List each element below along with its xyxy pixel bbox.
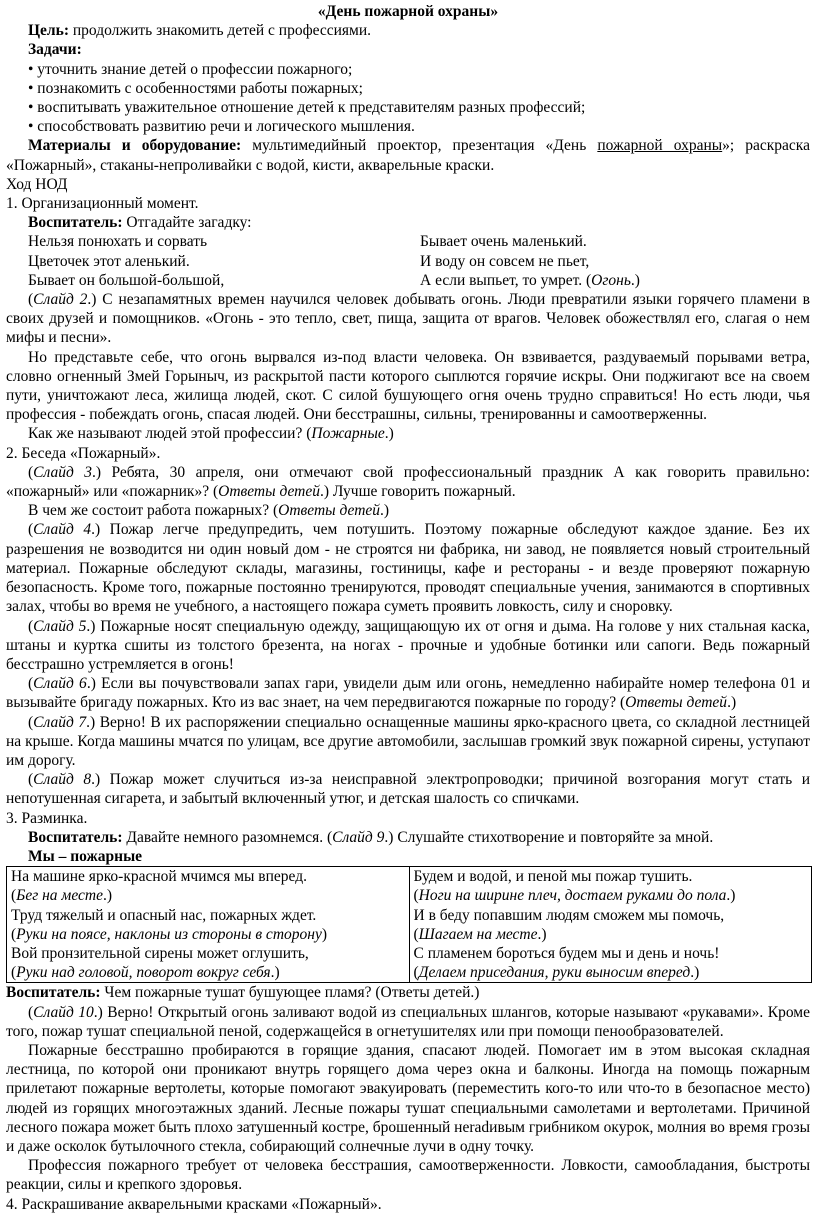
- poem-line: (Ноги на ширине плеч, достаем руками до пола.): [413, 887, 736, 905]
- goal-label: Цель:: [28, 22, 69, 40]
- slide-10-paragraph: (Слайд 10.) Верно! Открытый огонь заливают водой из специальных шлангов, которые называют «рукавами». Кроме того, пожар тушат специальной пеной, содержащейся в огнетушителях или при помощи пенообразователей.: [6, 1003, 810, 1040]
- poem-line: Будем и водой, и пеной мы пожар тушить.: [413, 868, 693, 886]
- page-title: «День пожарной охраны»: [317, 3, 499, 20]
- rescue-paragraph: Пожарные бесстрашно пробираются в горящие здания, спасают людей. Помогает им в этом высокая складная лестница, по которой они проникают внутрь горящего дома через окна и балконы. Иногда на помощь пожарным прилетают пожарные вертолеты, которые помогают эвакуировать (переместить кого-то или что-то в безопасное место) людей из горящих многоэтажных зданий. Лесные пожары тушат специальными самолетами и вертолетами. Причиной лесного пожара может быть плохо затушенный костре, брошенный неradивым грибником окурок, молния во время грозы и даже осколок бутылочного стекла, собирающий солнечные лучи в одну точку.: [6, 1041, 810, 1155]
- section-4-heading: 4. Раскрашивание акварельными красками «Пожарный».: [6, 1195, 382, 1213]
- riddle-intro: Воспитатель: Отгадайте загадку:: [28, 214, 252, 232]
- riddle-line: Бывает очень маленький.: [420, 233, 587, 251]
- work-question: В чем же состоит работа пожарных? (Ответы детей.): [28, 502, 390, 520]
- poem-table: [6, 866, 812, 983]
- flame-question: Воспитатель: Чем пожарные тушат бушующее пламя? (Ответы детей.): [6, 984, 480, 1002]
- materials-line: Материалы и оборудование: мультимедийный проектор, презентация «День пожарной охраны»; раскраска «Пожарный», стаканы-непроливайки с водой, кисти, акварельные краски.: [6, 137, 810, 174]
- poem-line: Вой пронзительной сирены может оглушить,: [11, 944, 309, 962]
- task-item: • воспитывать уважительное отношение детей к представителям разных профессий;: [28, 99, 586, 117]
- riddle-answer: Огонь: [591, 271, 631, 289]
- riddle-line: И воду он совсем не пьет,: [420, 252, 590, 270]
- section-1-heading: 1. Организационный момент.: [6, 195, 199, 213]
- fire-paragraph: Но представьте себе, что огонь вырвался из-под власти человека. Он взвивается, раздуваемый порывами ветра, словно огненный Змей Горыныч, из раскрытой пасти которого сыплются горячие искры. Они поджигают все на своем пути, уничтожают леса, жилища людей, скот. С силой бушующего огня очень трудно справиться! Но есть люди, чья профессия - побеждать огонь, спасая людей. Они бесстрашны, сильны, тренированны и самоотверженны.: [6, 348, 810, 424]
- task-item: • уточнить знание детей о профессии пожарного;: [28, 60, 353, 78]
- slide-3-paragraph: (Слайд 3.) Ребята, 30 апреля, они отмечают свой профессиональный праздник А как говорить правильно: «пожарный» или «пожарник»? (Ответы детей.) Лучше говорить пожарный.: [6, 463, 810, 501]
- poem-line: С пламенем бороться будем мы и день и ночь!: [413, 944, 720, 962]
- poem-line: (Делаем приседания, руки выносим вперед.): [413, 964, 700, 982]
- riddle-line: А если выпьет, то умрет. (Огонь.): [420, 271, 640, 289]
- task-item: • способствовать развитию речи и логического мышления.: [28, 118, 415, 136]
- materials-label: Материалы и оборудование:: [28, 137, 242, 155]
- riddle-line: Нельзя понюхать и сорвать: [28, 233, 208, 251]
- poem-line: (Руки над головой, поворот вокруг себя.): [11, 964, 280, 982]
- profession-question: Как же называют людей этой профессии? (Пожарные.): [28, 425, 394, 443]
- poem-line: И в беду попавшим людям сможем мы помочь,: [413, 906, 725, 924]
- slide-2-paragraph: (Слайд 2.) С незапамятных времен научился человек добывать огонь. Люди превратили языки горячего пламени в своих друзей и помощников. «Огонь - это тепло, свет, пища, защита от врагов. Человек обожествлял его, слагая о нем мифы и песни».: [6, 291, 810, 347]
- section-3-heading: 3. Разминка.: [6, 809, 88, 827]
- goal-line: [6, 21, 810, 40]
- course-heading: Ход НОД: [6, 175, 68, 193]
- warmup-intro: Воспитатель: Давайте немного разомнемся. (Слайд 9.) Слушайте стихотворение и повторяйте за мной.: [28, 828, 714, 846]
- slide-5-paragraph: (Слайд 5.) Пожарные носят специальную одежду, защищающую их от огня и дыма. На голове у них стальная каска, штаны и куртка сшиты из толстого брезента, на ногах - прочные и удобные ботинки или сапоги. Ведь пожарный бесстрашно устремляется в огонь!: [6, 617, 810, 673]
- poem-line: Труд тяжелый и опасный нас, пожарных ждет.: [11, 906, 317, 924]
- slide-6-paragraph: (Слайд 6.) Если вы почувствовали запах гари, увидели дым или огонь, немедленно набирайте номер телефона 01 и вызывайте бригаду пожарных. Кто из вас знает, на чем передвигаются пожарные по городу? (Ответы детей.): [6, 675, 810, 712]
- slide-8-paragraph: (Слайд 8.) Пожар может случиться из-за неисправной электропроводки; причиной возгорания могут стать и непотушенная сигарета, и забытый включенный утюг, и детская шалость со спичками.: [6, 771, 810, 808]
- riddle-block: [6, 232, 810, 290]
- educator-label: Воспитатель:: [28, 214, 123, 232]
- goal-text: продолжить знакомить детей с профессиями.: [69, 22, 372, 40]
- materials-underline: пожарной охраны: [597, 137, 723, 155]
- qualities-paragraph: Профессия пожарного требует от человека бесстрашия, самоотверженности. Ловкости, самообладания, быстроты реакции, силы и крепкого здоровья.: [6, 1157, 810, 1194]
- tasks-label: Задачи:: [28, 41, 82, 59]
- poem-left-column: [7, 867, 410, 983]
- task-item: • познакомить с особенностями работы пожарных;: [28, 79, 363, 97]
- poem-line: (Бег на месте.): [11, 887, 112, 905]
- poem-line: На машине ярко-красной мчимся мы вперед.: [11, 868, 307, 886]
- exercise-title: Мы – пожарные: [28, 847, 143, 865]
- riddle-line: Бывает он большой-большой,: [28, 271, 225, 289]
- riddle-line: Цветочек этот аленький.: [28, 252, 190, 270]
- section-2-heading: 2. Беседа «Пожарный».: [6, 444, 161, 462]
- poem-right-column: [409, 867, 812, 983]
- poem-line: (Руки на поясе, наклоны из стороны в сторону): [11, 925, 327, 943]
- slide-4-paragraph: (Слайд 4.) Пожар легче предупредить, чем потушить. Поэтому пожарные обследуют каждое здание. Без их разрешения не возводится ни один новый дом - не строятся ни фабрика, ни завод, не появляется новый строительный материал. Пожарные обследуют склады, магазины, гостиницы, кафе и рестораны - и везде проверяют пожарную безопасность. Кроме того, пожарные постоянно тренируются, проводят специальные учения, занимаются в спортивных залах, чтобы во время не учебного, а настоящего пожара суметь проявить ловкость, силу и сноровку.: [6, 521, 810, 616]
- slide-7-paragraph: (Слайд 7.) Верно! В их распоряжении специально оснащенные машины ярко-красного цвета, со складной лестницей на крыше. Когда машины мчатся по улицам, все другие автомобили, заслышав громкий звук пожарной сирены, уступают им дорогу.: [6, 713, 810, 769]
- poem-line: (Шагаем на месте.): [413, 925, 547, 943]
